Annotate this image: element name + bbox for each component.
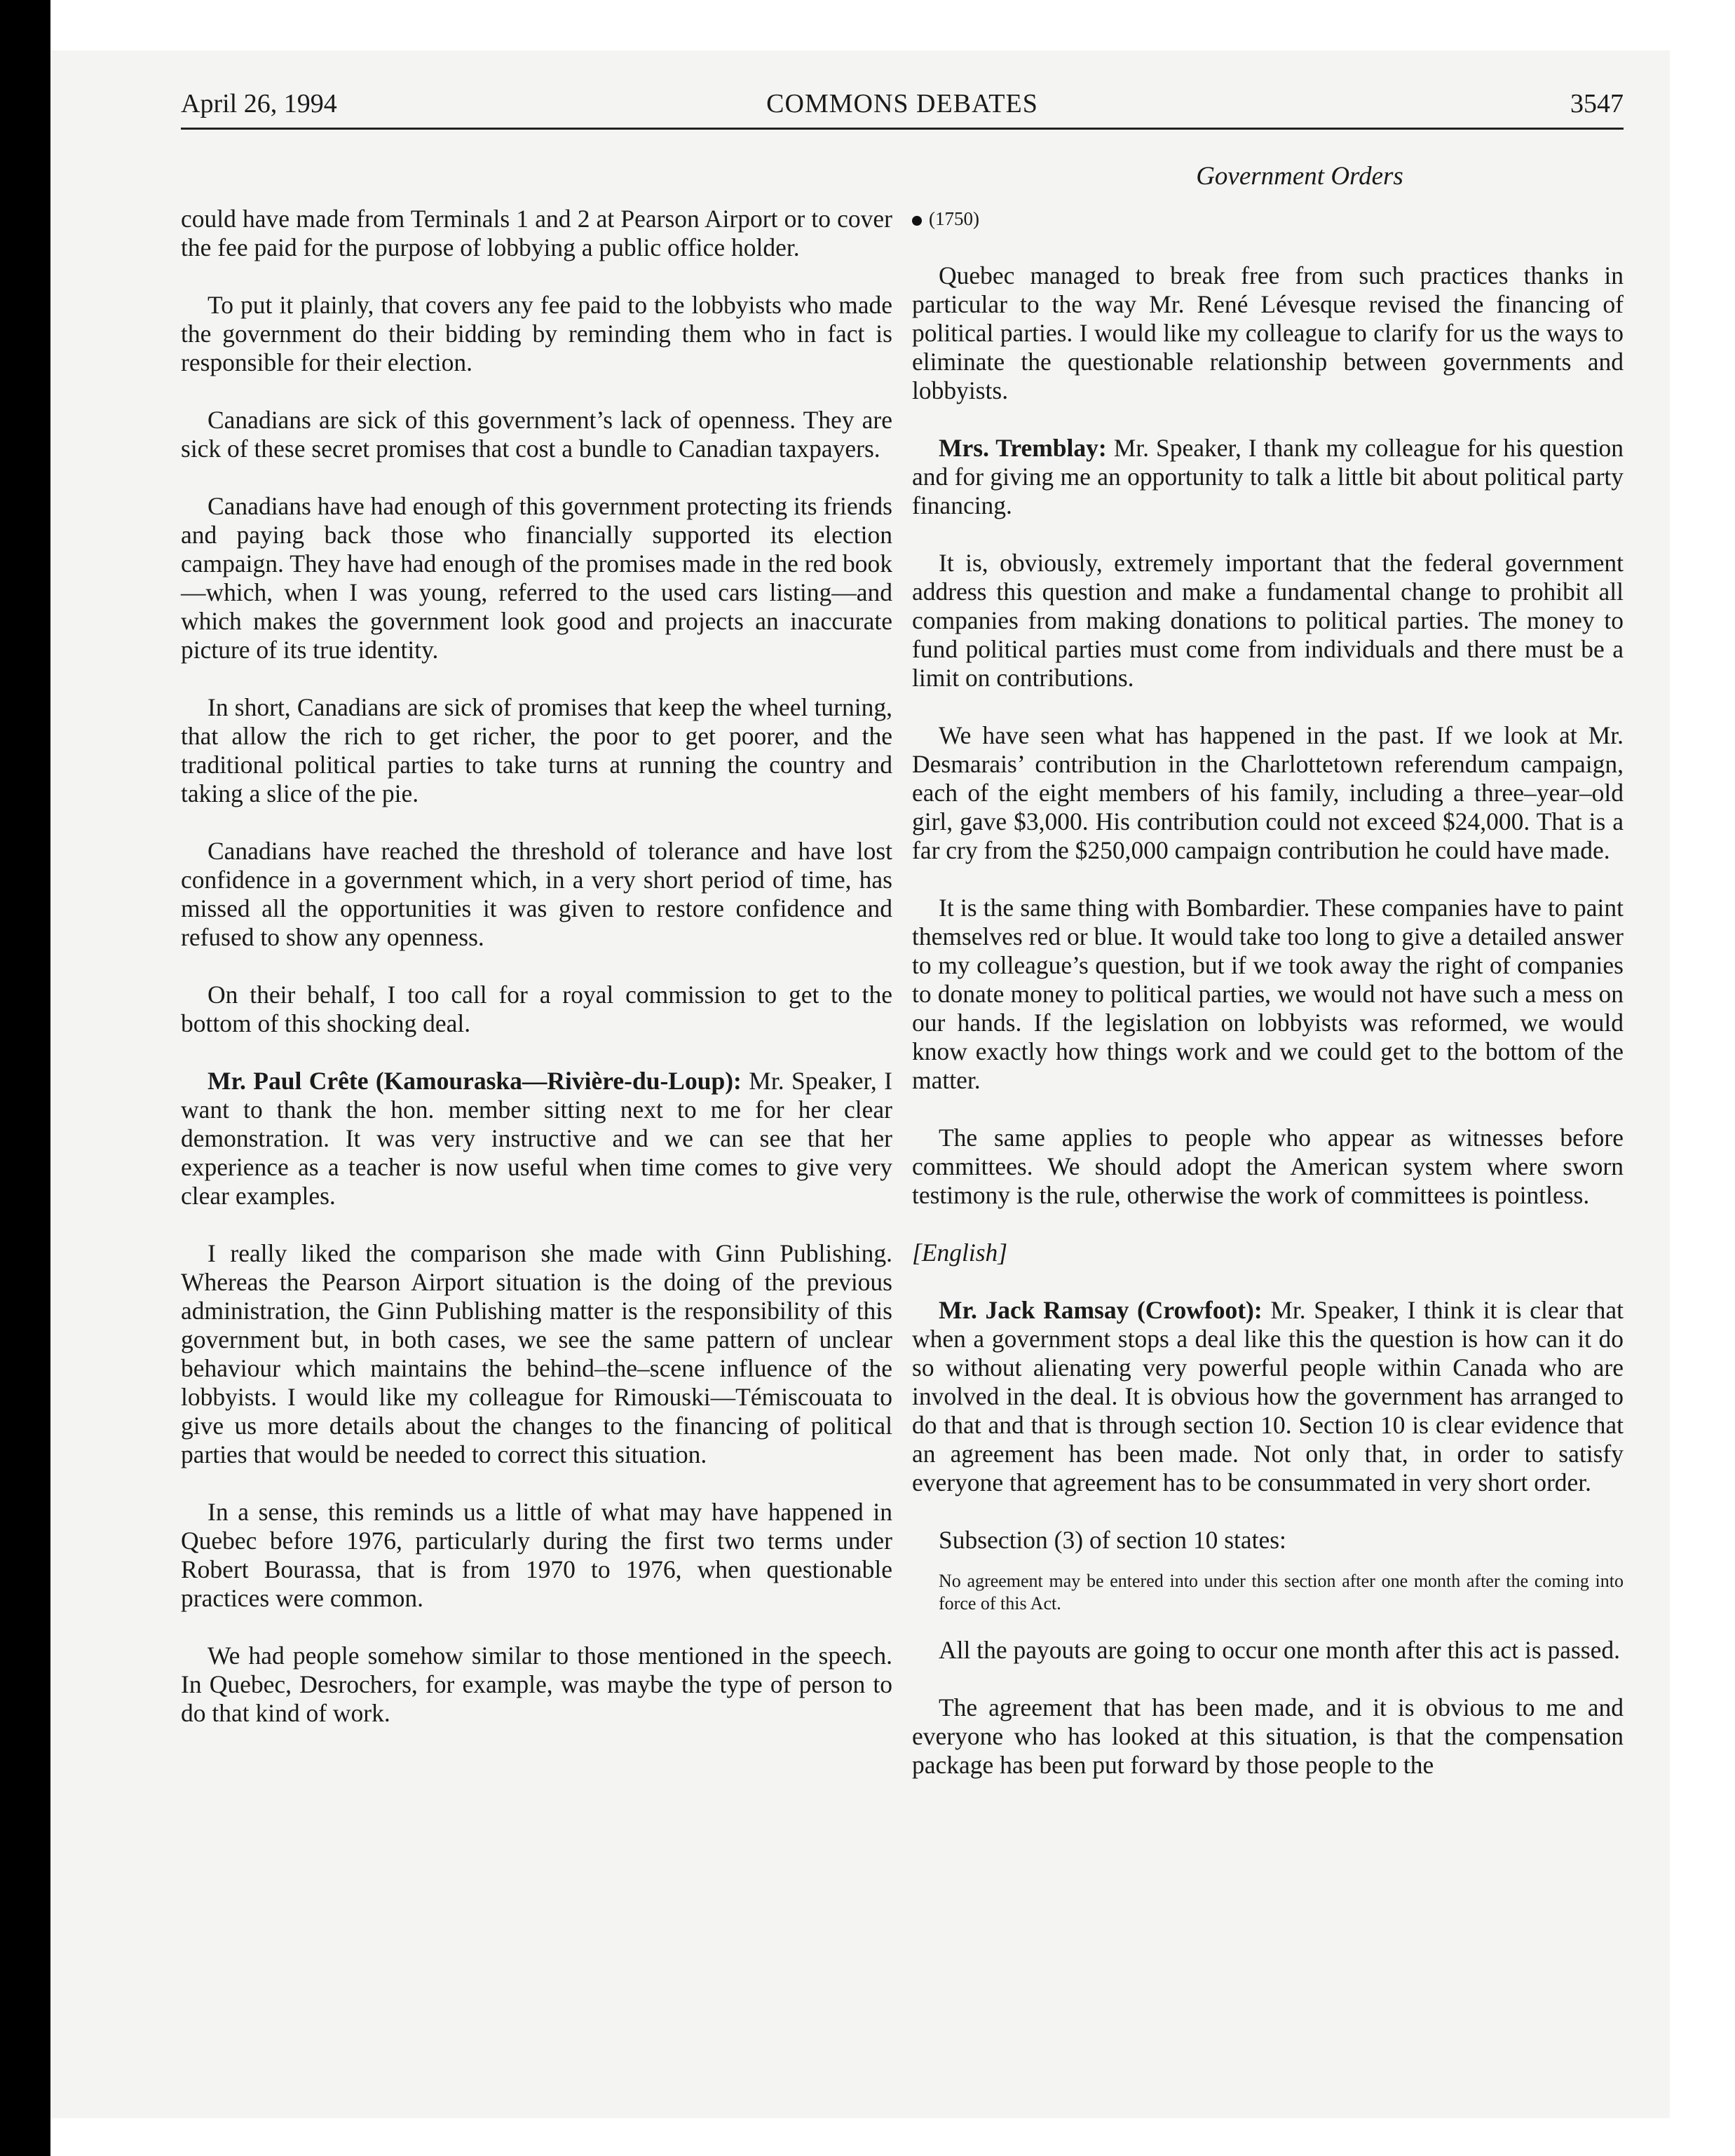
section-heading: Government Orders (1196, 162, 1403, 191)
speech-paragraph (912, 1296, 1624, 1497)
left-column (181, 205, 892, 1756)
paragraph: Quebec managed to break free from such practices thanks in particular to the way Mr. René Lévesque revised the financing of political parties. I would like my colleague to clarify for us the ways to eliminate the questionable relationship between governments and lobbyists. (912, 261, 1624, 404)
speaker-name: Mr. Jack Ramsay (Crowfoot): (939, 1296, 1263, 1324)
header-rule (181, 128, 1624, 130)
paragraph: Subsection (3) of section 10 states: (939, 1526, 1286, 1554)
header-title: COMMONS DEBATES (766, 89, 1038, 118)
paragraph: I really liked the comparison she made with Ginn Publishing. Whereas the Pearson Airport situation is the doing of the previous administration, the Ginn Publishing matter is the responsibility of this government but, in both cases, we see the same pattern of unclear behaviour which maintains the behind–the–scene influence of the lobbyists. I would like my colleague for Rimouski—Témiscouata to give us more details about the changes to the financing of political parties that would be needed to correct this situation. (181, 1239, 892, 1468)
paragraph: We have seen what has happened in the past. If we look at Mr. Desmarais’ contribution in the Charlottetown referendum campaign, each of the eight members of his family, including a three–year–old girl, gave $3,000. His contribution could not exceed $24,000. That is a far cry from the $250,000 campaign contribution he could have made. (912, 721, 1624, 864)
page-header (181, 83, 1624, 125)
bullet-icon (912, 216, 922, 226)
paragraph: Canadians are sick of this government’s lack of openness. They are sick of these secret promises that cost a bundle to Canadian taxpayers. (181, 406, 892, 463)
time-marker (912, 205, 1624, 233)
speech-paragraph (181, 1067, 892, 1210)
language-tag: [English] (912, 1239, 1008, 1267)
paragraph: It is the same thing with Bombardier. These companies have to paint themselves red or blue. It would take too long to give a detailed answer to my colleague’s question, but if we took away the right of companies to donate money to political parties, we would not have such a mess on our hands. If the legislation on lobbyists was reformed, we would know exactly how things work and we could get to the bottom of the matter. (912, 894, 1624, 1094)
paragraph: The same applies to people who appear as witnesses before committees. We should adopt the American system where sworn testimony is the rule, otherwise the work of committees is pointless. (912, 1124, 1624, 1209)
paragraph: To put it plainly, that covers any fee paid to the lobbyists who made the government do their bidding by reminding them who in fact is responsible for their election. (181, 291, 892, 376)
paragraph: The agreement that has been made, and it is obvious to me and everyone who has looked at this situation, is that the compensation package has been put forward by those people to the (912, 1693, 1624, 1779)
paragraph: On their behalf, I too call for a royal commission to get to the bottom of this shocking deal. (181, 981, 892, 1037)
paragraph: Canadians have reached the threshold of tolerance and have lost confidence in a government which, in a very short period of time, has missed all the opportunities it was given to restore confidence and refused to show any openness. (181, 837, 892, 951)
speech-paragraph (912, 434, 1624, 520)
speaker-name: Mrs. Tremblay: (939, 434, 1107, 462)
paragraph: In a sense, this reminds us a little of what may have happened in Quebec before 1976, particularly during the first two terms under Robert Bourassa, that is from 1970 to 1976, when questionable practices were common. (181, 1498, 892, 1612)
paragraph: We had people somehow similar to those mentioned in the speech. In Quebec, Desrochers, for example, was maybe the type of person to do that kind of work. (181, 1642, 892, 1727)
speech-text: Mr. Speaker, I thank my colleague for his question and for giving me an opportunity to talk a little bit about political party financing. (912, 434, 1624, 519)
document-page (50, 50, 1670, 2118)
right-column (912, 205, 1624, 1808)
paragraph: could have made from Terminals 1 and 2 at Pearson Airport or to cover the fee paid for the purpose of lobbying a public office holder. (181, 205, 892, 261)
block-quote: No agreement may be entered into under this section after one month after the coming into force of this Act. (939, 1571, 1624, 1613)
time-marker-text: (1750) (929, 208, 979, 229)
scan-border (0, 0, 50, 2156)
paragraph: Canadians have had enough of this government protecting its friends and paying back those who financially supported its election campaign. They have had enough of the promises made in the red book—which, when I was young, referred to the used cars listing—and which makes the government look good and projects an inaccurate picture of its true identity. (181, 492, 892, 664)
paragraph: It is, obviously, extremely important that the federal government address this question and make a fundamental change to prohibit all companies from making donations to political parties. The money to fund political parties must come from individuals and there must be a limit on contributions. (912, 549, 1624, 692)
page-number: 3547 (1570, 89, 1624, 118)
paragraph: In short, Canadians are sick of promises that keep the wheel turning, that allow the rich to get richer, the poor to get poorer, and the traditional political parties to take turns at running the country and taking a slice of the pie. (181, 693, 892, 807)
header-date: April 26, 1994 (181, 89, 337, 118)
speech-text: Mr. Speaker, I want to thank the hon. member sitting next to me for her clear demonstration. It was very instructive and we can see that her experience as a teacher is now useful when time comes to give very clear examples. (181, 1067, 892, 1210)
speech-text: Mr. Speaker, I think it is clear that when a government stops a deal like this the question is how can it do so without alienating very powerful people within Canada who are involved in the deal. It is obvious how the government has arranged to do that and that is through section 10. Section 10 is clear evidence that an agreement has been made. Not only that, in order to satisfy everyone that agreement has to be consummated in very short order. (912, 1296, 1624, 1496)
paragraph: All the payouts are going to occur one month after this act is passed. (939, 1636, 1621, 1664)
speaker-name: Mr. Paul Crête (Kamouraska—Rivière-du-Loup): (207, 1067, 742, 1095)
